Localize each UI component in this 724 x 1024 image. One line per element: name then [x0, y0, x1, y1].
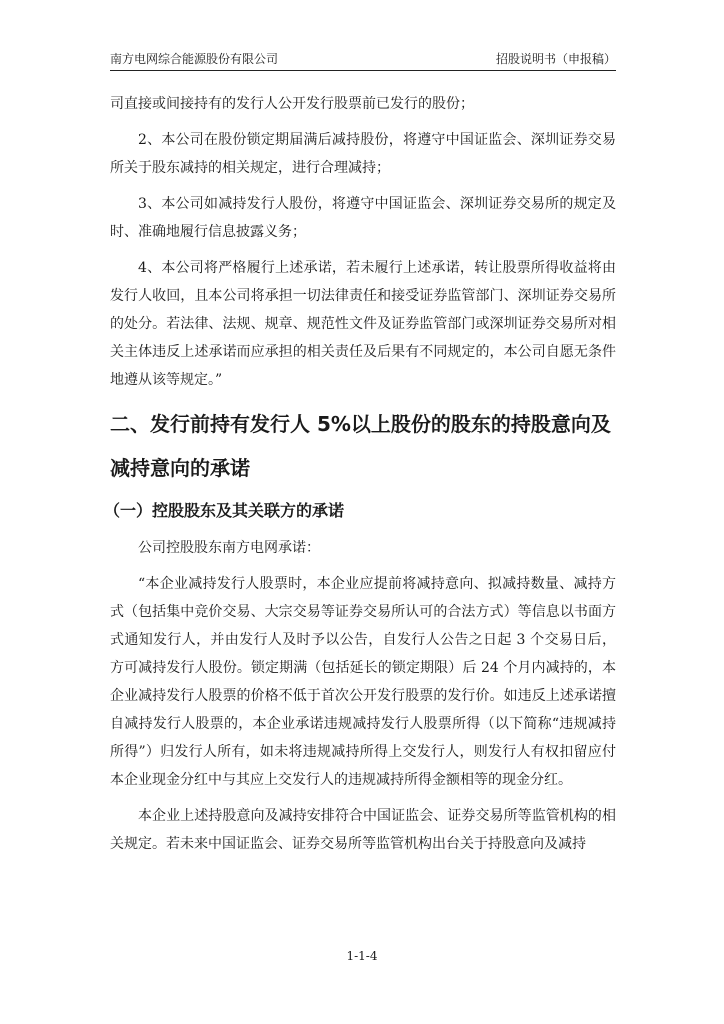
- page-body: [104, 90, 616, 866]
- paragraph-intro: 公司控股股东南方电网承诺：: [138, 540, 320, 556]
- subsection-heading: （一）控股股东及其关联方的承诺: [104, 501, 345, 520]
- paragraph-continuation: 司直接或间接持有的发行人公开发行股票前已发行的股份；: [110, 96, 474, 112]
- section-heading: 二、发行前持有发行人 5%以上股份的股东的持股意向及减持意向的承诺: [110, 412, 611, 480]
- paragraph-item-2: 2、本公司在股份锁定期届满后减持股份，将遵守中国证监会、深圳证券交易所关于股东减持的相关规定，进行合理减持；: [110, 132, 616, 176]
- page-header: [110, 50, 616, 71]
- paragraph-commitment: “本企业减持发行人股票时，本企业应提前将减持意向、拟减持数量、减持方式（包括集中竞价交易、大宗交易等证券交易所认可的合法方式）等信息以书面方式通知发行人，并由发行人及时予以公告，自发行人公告之日起 3 个交易日后，方可减持发行人股份。锁定期满（包括延长的锁定期限）后 24 个月内减持的，本企业减持发行人股票的价格不低于首次公开发行股票的发行价。如违反上述承诺擅自减持发行人股票的，本企业承诺违规减持发行人股票所得（以下简称“违规减持所得”）归发行人所有，如未将违规减持所得上交发行人，则发行人有权扣留应付本企业现金分红中与其应上交发行人的违规减持所得金额相等的现金分红。: [110, 576, 616, 788]
- page-number: 1-1-4: [346, 949, 378, 963]
- paragraph-item-3: 3、本公司如减持发行人股份，将遵守中国证监会、深圳证券交易所的规定及时、准确地履行信息披露义务；: [110, 196, 616, 240]
- header-document-title: 招股说明书（申报稿）: [495, 52, 616, 66]
- paragraph-regulation: 本企业上述持股意向及减持安排符合中国证监会、证券交易所等监管机构的相关规定。若未来中国证监会、证券交易所等监管机构出台关于持股意向及减持: [110, 808, 616, 852]
- header-company-name: 南方电网综合能源股份有限公司: [110, 52, 279, 66]
- paragraph-item-4: 4、本公司将严格履行上述承诺，若未履行上述承诺，转让股票所得收益将由发行人收回，且本公司将承担一切法律责任和接受证券监管部门、深圳证券交易所的处分。若法律、法规、规章、规范性文件及证券监管部门或深圳证券交易所对相关主体违反上述承诺而应承担的相关责任及后果有不同规定的，本公司自愿无条件地遵从该等规定。”: [110, 260, 616, 388]
